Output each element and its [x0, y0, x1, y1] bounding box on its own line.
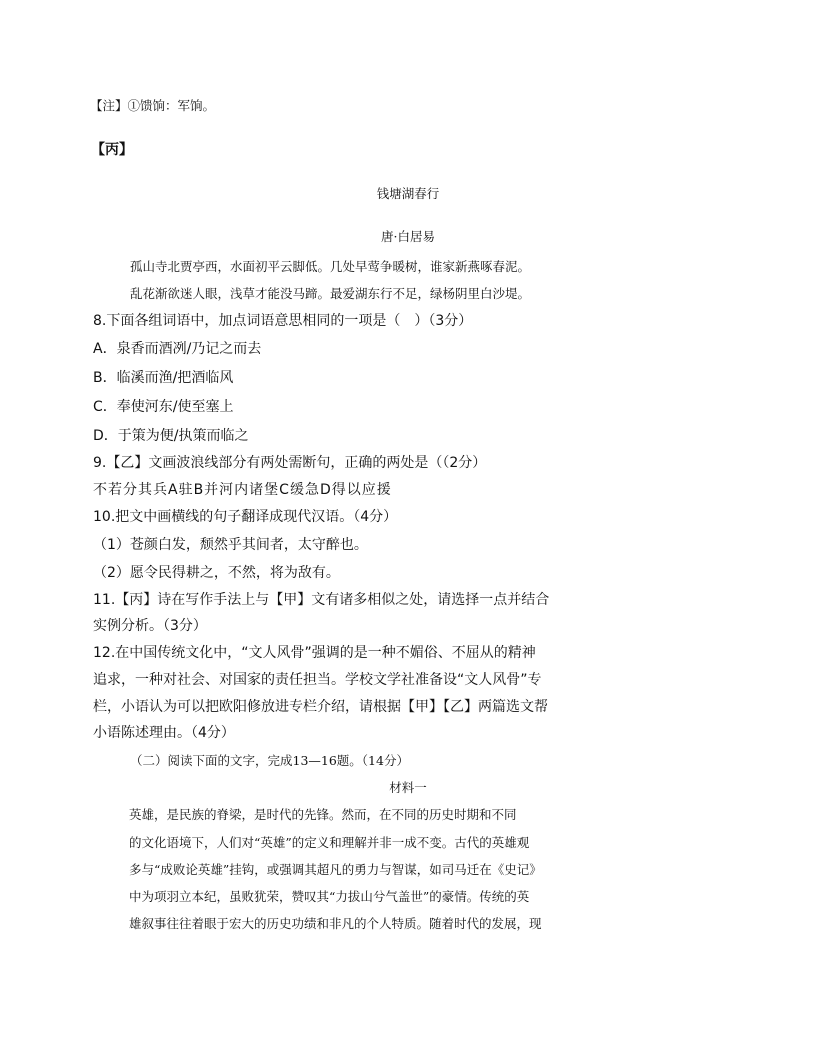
question-11-line-2: 实例分析。（3分）	[93, 618, 207, 634]
question-12-line-4: 小语陈述理由。（4分）	[93, 725, 235, 741]
poem-line-1: 孤山寺北贾亭西，水面初平云脚低。几处早莺争暖树，谁家新燕啄春泥。	[130, 259, 531, 274]
poem-author: 唐·白居易	[381, 229, 435, 244]
material-1-line: 的文化语境下，人们对“英雄”的定义和理解并非一成不变。古代的英雄观	[129, 835, 530, 850]
question-10-stem: 10.把文中画横线的句子翻译成现代汉语。（4分）	[93, 509, 398, 525]
question-11-line-1: 11.【丙】诗在写作手法上与【甲】文有诸多相似之处，请选择一点并结合	[93, 592, 550, 608]
material-1-line: 雄叙事往往着眼于宏大的历史功绩和非凡的个人特质。随着时代的发展，现	[129, 916, 542, 931]
material-1-line: 英雄，是民族的脊梁，是时代的先锋。然而，在不同的历史时期和不同	[129, 807, 517, 822]
part-2-heading: （二）阅读下面的文字，完成13—16题。（14分）	[130, 753, 409, 768]
question-9-text: 不若分其兵A驻B并河内诸堡C缓急D得以应援	[93, 482, 392, 498]
question-10-item-1: （1）苍颜白发，颓然乎其间者，太守醉也。	[93, 537, 368, 553]
section-bing-label: 【丙】	[91, 142, 133, 158]
poem-line-2: 乱花渐欲迷人眼，浅草才能没马蹄。最爱湖东行不足，绿杨阴里白沙堤。	[130, 286, 531, 301]
question-8-option-a: A．泉香而酒冽/乃记之而去	[93, 341, 262, 357]
question-8-stem: 8.下面各组词语中，加点词语意思相同的一项是（ ）（3分）	[93, 313, 473, 329]
poem-title: 钱塘湖春行	[376, 186, 440, 201]
question-12-line-1: 12.在中国传统文化中，“文人风骨”强调的是一种不媚俗、不屈从的精神	[93, 645, 536, 661]
material-1-line: 中为项羽立本纪，虽败犹荣，赞叹其“力拔山兮气盖世”的豪情。传统的英	[129, 889, 530, 904]
question-9-stem: 9.【乙】文画波浪线部分有两处需断句，正确的两处是（（2分）	[93, 455, 487, 471]
note-line: 【注】①馈饷：军饷。	[90, 98, 216, 113]
question-8-option-b: B．临溪而渔/把酒临风	[93, 370, 234, 386]
question-12-line-3: 栏，小语认为可以把欧阳修放进专栏介绍，请根据【甲】【乙】两篇选文帮	[93, 699, 548, 715]
question-10-item-2: （2）愿令民得耕之，不然，将为敌有。	[93, 565, 340, 581]
question-8-option-d: D．于策为便/执策而临之	[93, 428, 249, 444]
material-1-title: 材料一	[389, 780, 427, 795]
question-8-option-c: C．奉使河东/使至塞上	[93, 399, 234, 415]
question-12-line-2: 追求，一种对社会、对国家的责任担当。学校文学社准备设“文人风骨”专	[93, 672, 542, 688]
material-1-line: 多与“成败论英雄”挂钩，或强调其超凡的勇力与智谋，如司马迁在《史记》	[129, 862, 542, 877]
